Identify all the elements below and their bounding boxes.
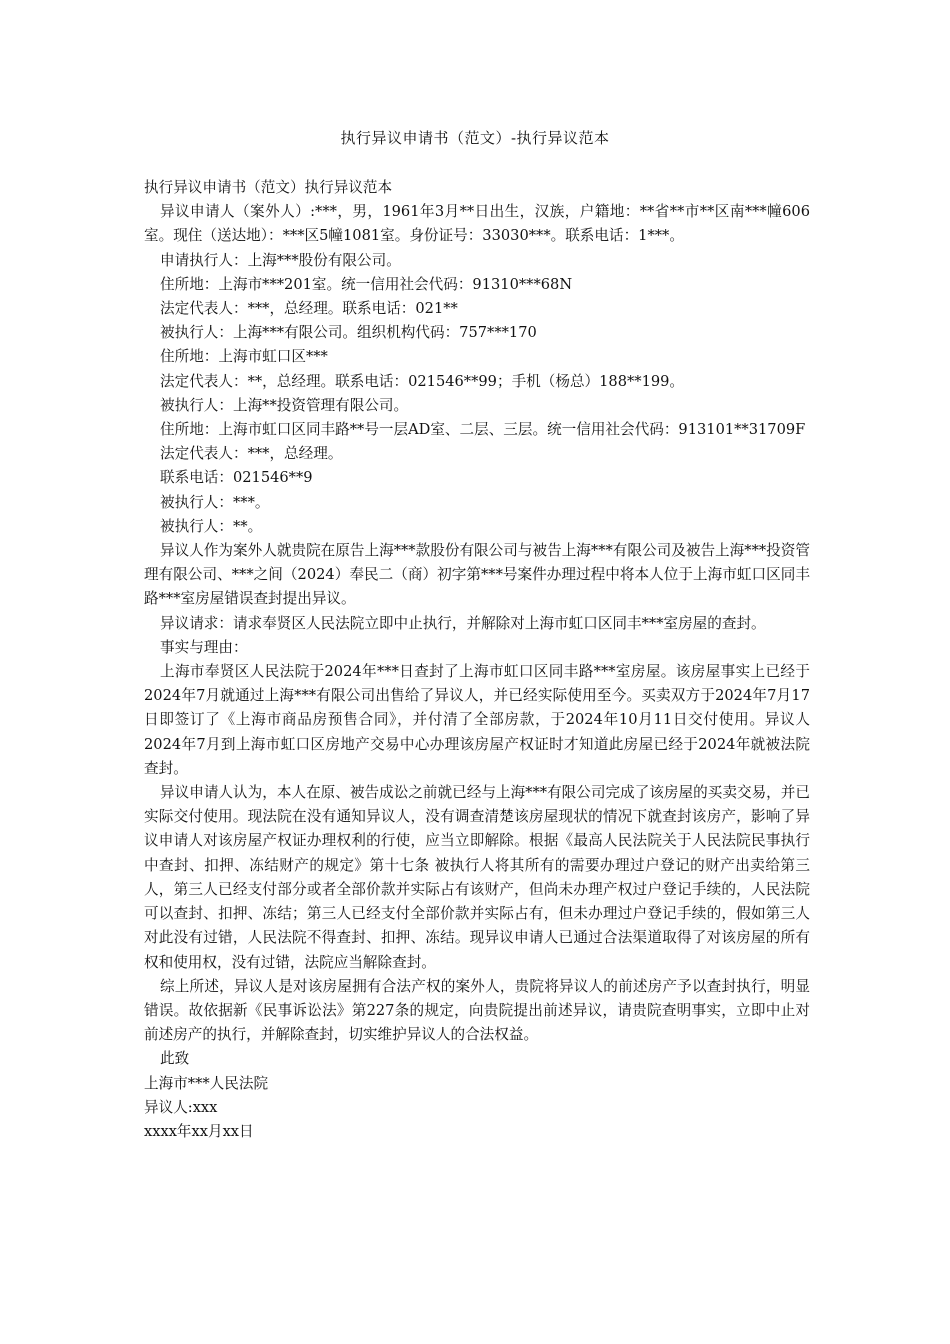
paragraph: 事实与理由： [160, 638, 248, 656]
paragraph: 异议人作为案外人就贵院在原告上海***款股份有限公司与被告上海***有限公司及被告上海***投资管理有限公司、***之间（2024）奉民二（商）初字第***号案件办理过程中将本人位于上海市虹口区同丰路***室房屋错误查封提出异议。 [144, 542, 810, 608]
paragraph: 异议申请人（案外人）:***，男，1961年3月**日出生，汉族，户籍地：**省**市**区南***幢606室。现住（送达地）：***区5幢1081室。身份证号：33030***。联系电话：1***。 [144, 203, 810, 245]
paragraph: 申请执行人：上海***股份有限公司。 [160, 251, 401, 269]
paragraph: 上海市奉贤区人民法院于2024年***日查封了上海市虹口区同丰路***室房屋。该房屋事实上已经于2024年7月就通过上海***有限公司出售给了异议人，并已经实际使用至今。买卖双方于2024年7月17日即签订了《上海市商品房预售合同》，并付清了全部房款，于2024年10月11日交付使用。异议人2024年7月到上海市虹口区房地产交易中心办理该房屋产权证时才知道此房屋已经于2024年就被法院查封。 [144, 663, 810, 777]
paragraph: 被执行人：***。 [160, 493, 270, 511]
paragraph: 上海市***人民法院 [144, 1074, 269, 1092]
paragraph: 法定代表人：**，总经理。联系电话：021546**99；手机（杨总）188**199。 [160, 372, 685, 390]
paragraph: 被执行人：上海**投资管理有限公司。 [160, 396, 409, 414]
paragraph: 法定代表人：***，总经理。 [160, 445, 343, 463]
paragraph: 综上所述，异议人是对该房屋拥有合法产权的案外人，贵院将异议人的前述房产予以查封执行，明显错误。故依据新《民事诉讼法》第227条的规定，向贵院提出前述异议，请贵院查明事实，立即中止对前述房产的执行，并解除查封，切实维护异议人的合法权益。 [144, 977, 810, 1044]
paragraph: 异议申请人认为，本人在原、被告成讼之前就已经与上海***有限公司完成了该房屋的买卖交易，并已实际交付使用。现法院在没有通知异议人，没有调查清楚该房屋现状的情况下就查封该房产，影响了异议申请人对该房屋产权证办理权利的行使，应当立即解除。根据《最高人民法院关于人民法院民事执行中查封、扣押、冻结财产的规定》第十七条 被执行人将其所有的需要办理过户登记的财产出卖给第三人，第三人已经支付部分或者全部价款并实际占有该财产，但尚未办理产权过户登记手续的，人民法院可以查封、扣押、冻结；第三人已经支付全部价款并实际占有，但未办理过户登记手续的，假如第三人对此没有过错，人民法院不得查封、扣押、冻结。现异议申请人已通过合法渠道取得了对该房屋的所有权和使用权，没有过错，法院应当解除查封。 [144, 784, 810, 971]
paragraph: 法定代表人：***，总经理。联系电话：021** [160, 300, 458, 318]
document-title: 执行异议申请书（范文）-执行异议范本 [340, 129, 610, 147]
paragraph: 异议请求：请求奉贤区人民法院立即中止执行，并解除对上海市虹口区同丰***室房屋的查封。 [160, 614, 766, 632]
paragraph: 执行异议申请书（范文）执行异议范本 [144, 179, 393, 196]
paragraph: 住所地：上海市虹口区同丰路**号一层AD室、二层、三层。统一信用社会代码：913101**31709F [160, 421, 806, 439]
paragraph: 此致 [160, 1050, 190, 1068]
document-body [144, 176, 810, 1144]
paragraph: 住所地：上海市虹口区*** [160, 348, 328, 366]
paragraph: 联系电话：021546**9 [160, 469, 313, 487]
paragraph: xxxx年xx月xx日 [144, 1122, 254, 1140]
paragraph: 被执行人：**。 [160, 517, 263, 535]
paragraph: 被执行人：上海***有限公司。组织机构代码：757***170 [160, 324, 537, 342]
paragraph: 异议人:xxx [144, 1098, 218, 1116]
paragraph: 住所地：上海市***201室。统一信用社会代码：91310***68N [160, 275, 573, 293]
